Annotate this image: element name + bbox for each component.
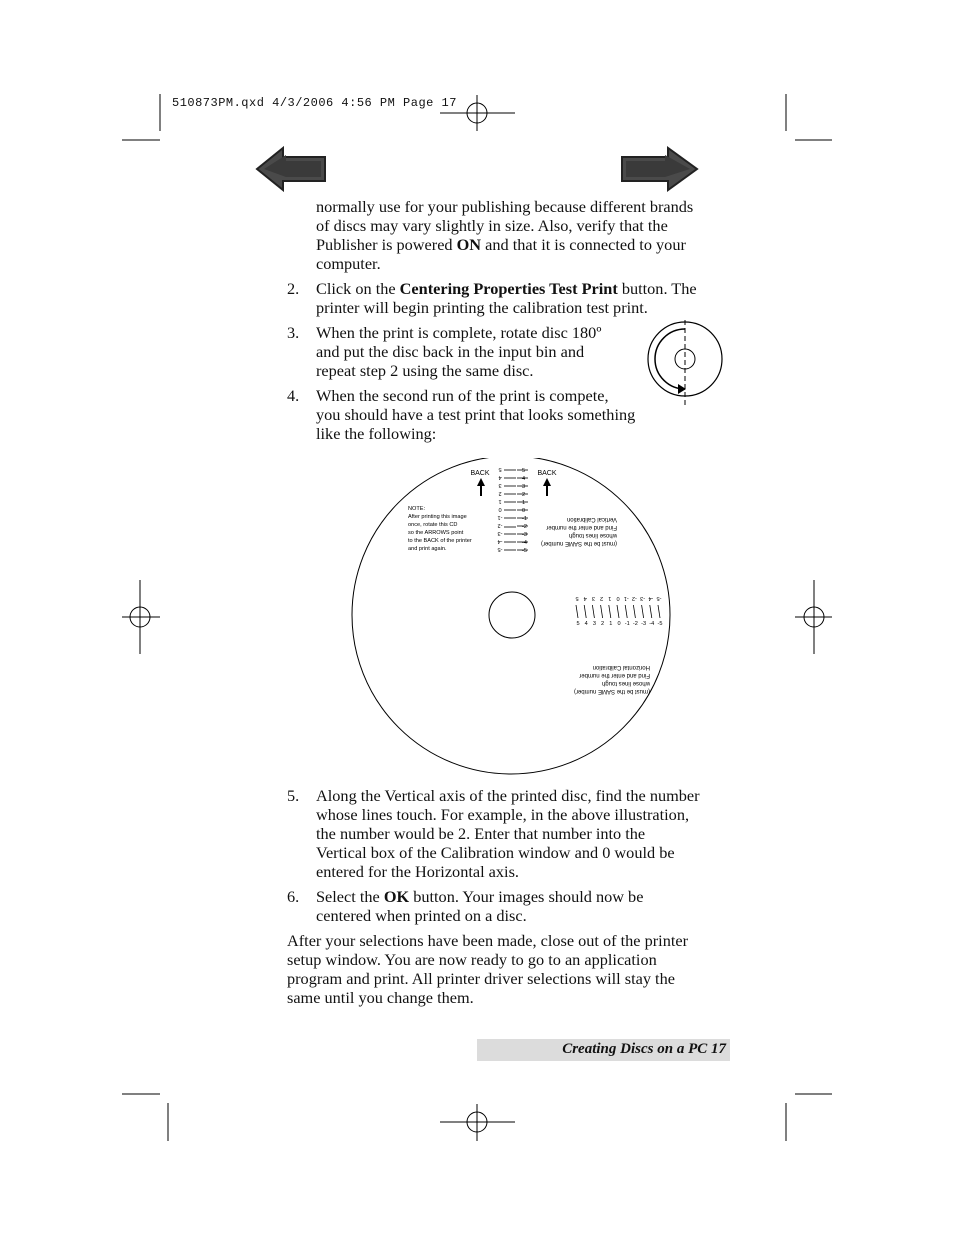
vscale-left-label: 1 [498, 498, 502, 504]
hscale-top-label: -2 [631, 595, 637, 601]
step-6-text: Select the OK button. Your images should now be centered when printed on a disc. [316, 887, 644, 925]
note-title: NOTE: [408, 506, 426, 512]
arrow-left-icon[interactable] [255, 146, 327, 192]
vscale-left-label: -1 [497, 514, 503, 520]
horizontal-cal-line: whose lines tough [601, 680, 650, 686]
hscale-top-label: -3 [640, 595, 646, 601]
note-line: so the ARROWS point [408, 530, 464, 536]
hscale-bottom-label: 0 [617, 621, 621, 627]
step-3-number: 3. [287, 323, 300, 342]
hscale-bottom-label: -5 [657, 621, 663, 627]
closing-paragraph: After your selections have been made, close out of the printer setup window. You are now ready to go to an application program and print. All printer driver selections will stay the same until you change them. [287, 931, 689, 1007]
note-line: to the BACK of the printer [408, 538, 472, 544]
hscale-bottom-label: -2 [632, 621, 638, 627]
back-label-left: BACK [470, 470, 490, 477]
hscale-top-label: 1 [608, 595, 612, 601]
vscale-left-label: 5 [498, 466, 502, 472]
hscale-top-label: 3 [591, 595, 595, 601]
vscale-right-label: 2 [522, 492, 526, 498]
vscale-left-label: -4 [497, 538, 503, 544]
step-4-text: When the second run of the print is compete, you should have a test print that looks something like the following: [316, 386, 636, 443]
calibration-disc [350, 458, 672, 778]
hscale-bottom-label: 4 [584, 621, 588, 627]
hscale-top-label: 0 [616, 595, 620, 601]
vscale-right-label: -1 [522, 516, 527, 522]
vscale-right-label: 5 [522, 468, 526, 474]
hscale-top-label: 4 [583, 595, 587, 601]
vscale-left-label: 4 [498, 474, 502, 480]
note-line: once, rotate this CD [408, 522, 458, 528]
vscale-right-label: -5 [522, 548, 527, 554]
file-slug: 510873PM.qxd 4/3/2006 4:56 PM Page 17 [172, 96, 457, 110]
vertical-cal-line: (must be the SAME number) [540, 540, 617, 546]
vertical-cal-line: Vertical Calibration [566, 516, 617, 522]
vscale-left-label: -2 [497, 522, 503, 528]
footer-label: Creating Discs on a PC 17 [562, 1041, 726, 1057]
vscale-right-label: 4 [522, 476, 526, 482]
arrow-right-icon[interactable] [620, 146, 700, 192]
horizontal-cal-line: (must be the SAME number) [573, 688, 650, 694]
vertical-cal-line: whose lines tough [568, 532, 617, 538]
disc-outline [352, 458, 670, 774]
hscale-top-label: -5 [656, 595, 662, 601]
vscale-right-label: 0 [522, 508, 526, 514]
registration-mark-bottom [440, 1104, 515, 1141]
vscale-left-label: 3 [498, 482, 502, 488]
step-3-text: When the print is complete, rotate disc 180º and put the disc back in the input bin and repeat step 2 using the same disc. [316, 323, 602, 380]
intro-paragraph: normally use for your publishing because different brands of discs may vary slightly in size. Also, verify that the Publisher is powered ON and that it is connected to your computer. [316, 197, 694, 273]
vscale-right-label: -4 [522, 540, 527, 546]
vscale-right-label: 3 [522, 484, 526, 490]
hscale-bottom-label: -1 [624, 621, 630, 627]
hscale-bottom-label: 3 [592, 621, 596, 627]
step-5-number: 5. [287, 786, 300, 805]
vertical-cal-line: Find and enter the number [546, 524, 617, 530]
back-label-right: BACK [537, 470, 557, 477]
step-2-number: 2. [287, 279, 300, 298]
hscale-bottom-label: 2 [601, 621, 605, 627]
step-6-number: 6. [287, 887, 300, 906]
vscale-left-label: -3 [497, 530, 503, 536]
horizontal-cal-line: Horizontal Calibration [592, 664, 650, 670]
vscale-right-label: 1 [522, 500, 526, 506]
hscale-bottom-label: 1 [609, 621, 613, 627]
hscale-top-label: -4 [648, 595, 654, 601]
hscale-bottom-label: -4 [649, 621, 655, 627]
note-line: and print again. [408, 546, 447, 552]
vscale-left-label: 0 [498, 506, 502, 512]
step-4-number: 4. [287, 386, 300, 405]
page-footer [477, 1039, 730, 1061]
vscale-left-label: -5 [497, 546, 503, 552]
hscale-bottom-label: 5 [576, 621, 580, 627]
hscale-bottom-label: -3 [641, 621, 647, 627]
step-2-text: Click on the Centering Properties Test Print button. The printer will begin printing the calibration test print. [316, 279, 697, 317]
vscale-right-label: -3 [522, 532, 527, 538]
vscale-right-label: -2 [522, 524, 527, 530]
step-5-text: Along the Vertical axis of the printed disc, find the number whose lines touch. For example, in the above illustration, the number would be 2. Enter that number into the Vertical box of the Calibration window and 0 would be entered for the Horizontal axis. [316, 786, 700, 881]
horizontal-cal-line: Find and enter the number [579, 672, 650, 678]
registration-mark-left [122, 580, 160, 654]
vscale-left-label: 2 [498, 490, 502, 496]
note-line: After printing this image [408, 514, 467, 520]
registration-mark-right [795, 580, 832, 654]
hscale-top-label: -1 [623, 595, 629, 601]
hscale-top-label: 5 [575, 595, 579, 601]
hscale-top-label: 2 [600, 595, 604, 601]
